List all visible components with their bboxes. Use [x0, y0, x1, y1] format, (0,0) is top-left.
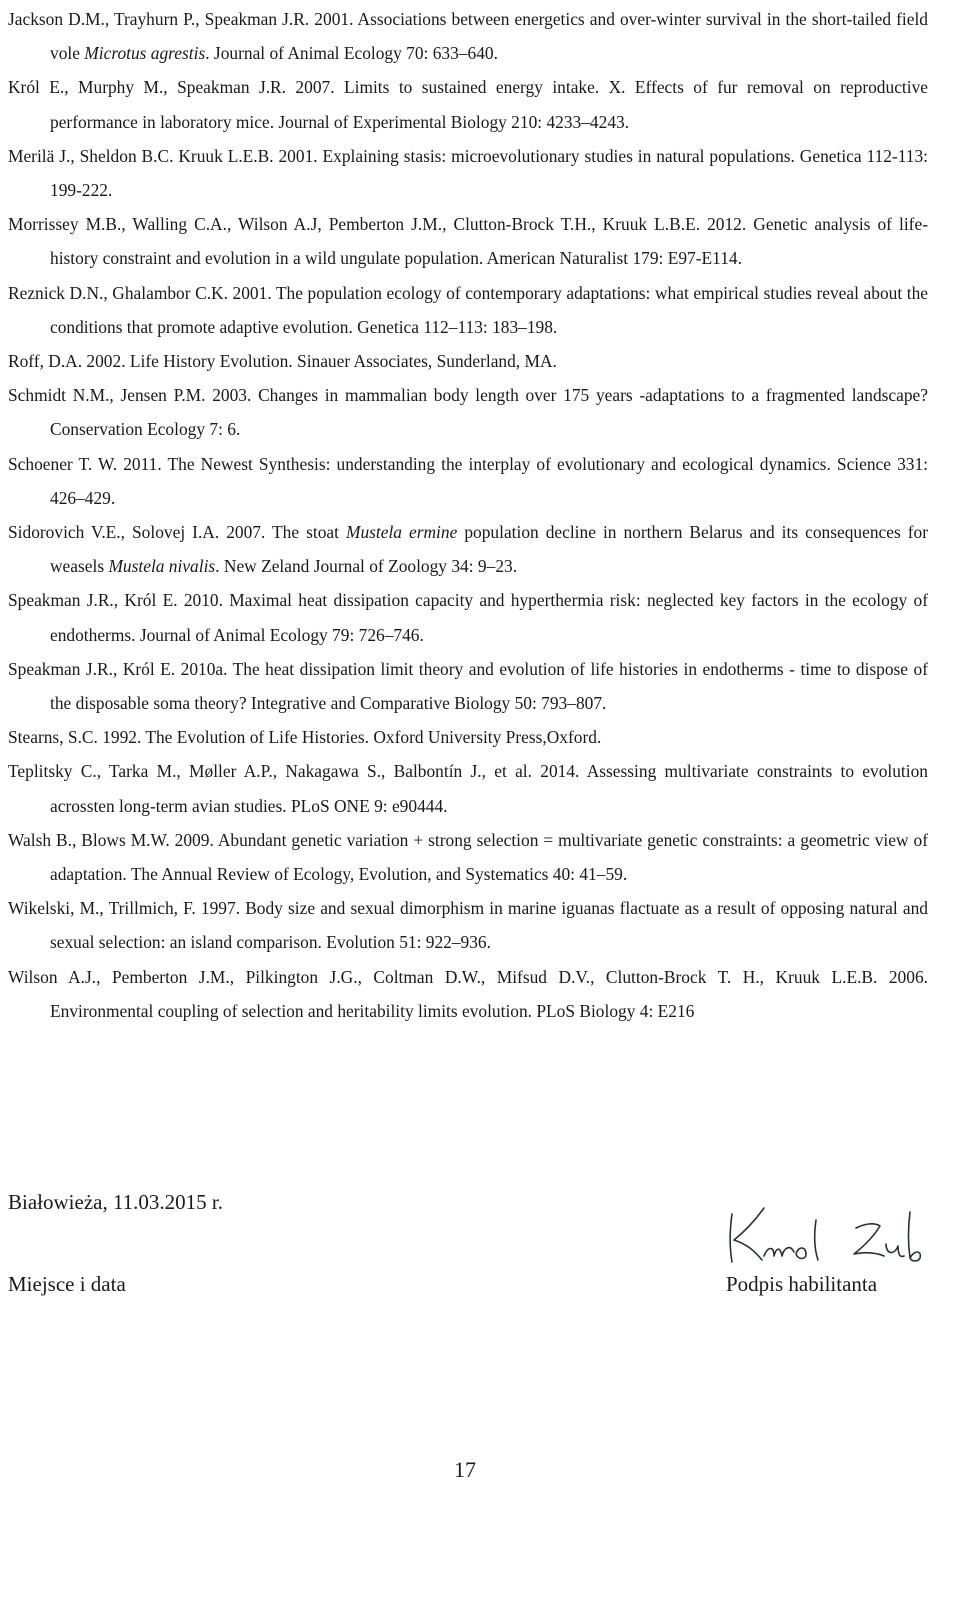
reference-text: population decline in northern Belarus and its consequences for weasels — [50, 522, 929, 577]
signature-caption: Podpis habilitanta — [726, 1272, 878, 1296]
handwritten-signature — [724, 1198, 924, 1270]
place-and-date-caption: Miejsce i data — [8, 1272, 126, 1296]
reference-text: Sidorovich V.E., Solovej I.A. 2007. The stoat — [8, 522, 346, 543]
reference-entry — [8, 70, 928, 138]
reference-text: Speakman J.R., Król E. 2010a. The heat dissipation limit theory and evolution of life histories in endotherms - time to dispose of the disposable soma theory? Integrative and Comparative Biology 50: 793–807. — [8, 658, 928, 714]
reference-list — [8, 2, 928, 1028]
reference-entry — [8, 652, 928, 720]
reference-text: Stearns, S.C. 1992. The Evolution of Life Histories. Oxford University Press,Oxford. — [8, 727, 602, 748]
reference-text: Teplitsky C., Tarka M., Møller A.P., Nakagawa S., Balbontín J., et al. 2014. Assessing multivariate constraints to evolution acrossten long-term avian studies. PLoS ONE 9: e90444. — [8, 761, 928, 816]
reference-text: Speakman J.R., Król E. 2010. Maximal heat dissipation capacity and hyperthermia risk: neglected key factors in the ecology of endotherms. Journal of Animal Ecology 79: 726–746. — [8, 590, 928, 645]
reference-text: Roff, D.A. 2002. Life History Evolution. Sinauer Associates, Sunderland, MA. — [8, 351, 557, 372]
reference-entry — [8, 139, 928, 207]
reference-entry — [8, 720, 928, 754]
reference-text: Reznick D.N., Ghalambor C.K. 2001. The population ecology of contemporary adaptations: what empirical studies reveal about the conditions that promote adaptive evolution. Genetica 112–113: 183–198. — [8, 282, 928, 337]
reference-entry — [8, 276, 928, 344]
reference-text: Schmidt N.M., Jensen P.M. 2003. Changes in mammalian body length over 175 years -adaptations to a fragmented landscape? Conservation Ecology 7: 6. — [8, 385, 928, 440]
reference-entry — [8, 823, 928, 891]
reference-entry — [8, 515, 928, 583]
reference-text: Schoener T. W. 2011. The Newest Synthesis: understanding the interplay of evolutionary and ecological dynamics. Science 331: 426–429. — [8, 453, 928, 508]
reference-text: Wikelski, M., Trillmich, F. 1997. Body size and sexual dimorphism in marine iguanas flactuate as a result of opposing natural and sexual selection: an island comparison. Evolution 51: 922–936. — [8, 898, 928, 953]
reference-text: Morrissey M.B., Walling C.A., Wilson A.J, Pemberton J.M., Clutton-Brock T.H., Kruuk L.B.E. 2012. Genetic analysis of life-history constraint and evolution in a wild ungulate population. American Naturalist 179: E97-E114. — [8, 214, 928, 269]
reference-entry — [8, 447, 928, 515]
reference-entry — [8, 344, 928, 378]
page-number: 17 — [454, 1457, 476, 1482]
reference-text: Merilä J., Sheldon B.C. Kruuk L.E.B. 2001. Explaining stasis: microevolutionary studies in natural populations. Genetica 112-113: 199-222. — [8, 145, 928, 201]
reference-text: . New Zeland Journal of Zoology 34: 9–23. — [215, 556, 518, 577]
reference-entry — [8, 960, 928, 1028]
reference-italic-text: Mustela ermine — [345, 522, 458, 543]
reference-entry — [8, 583, 928, 651]
reference-italic-text: Mustela nivalis — [108, 556, 216, 577]
reference-text: Walsh B., Blows M.W. 2009. Abundant genetic variation + strong selection = multivariate genetic constraints: a geometric view of adaptation. The Annual Review of Ecology, Evolution, and Systematics 40: 41–59. — [8, 829, 928, 885]
reference-text: Król E., Murphy M., Speakman J.R. 2007. Limits to sustained energy intake. X. Effects of fur removal on reproductive performance in laboratory mice. Journal of Experimental Biology 210: 4233–4243. — [8, 77, 928, 132]
reference-entry — [8, 378, 928, 446]
reference-entry — [8, 754, 928, 822]
reference-italic-text: Microtus agrestis — [84, 43, 206, 64]
place-and-date: Białowieża, 11.03.2015 r. — [8, 1190, 224, 1214]
reference-text: . Journal of Animal Ecology 70: 633–640. — [205, 43, 498, 64]
reference-entry — [8, 891, 928, 959]
reference-entry — [8, 207, 928, 275]
reference-text: Jackson D.M., Trayhurn P., Speakman J.R. 2001. Associations between energetics and over-winter survival in the short-tailed field vole — [8, 9, 928, 64]
reference-entry — [8, 2, 928, 70]
reference-text: Wilson A.J., Pemberton J.M., Pilkington J.G., Coltman D.W., Mifsud D.V., Clutton-Brock T. H., Kruuk L.E.B. 2006. Environmental coupling of selection and heritability limits evolution. PLoS Biology 4: E216 — [8, 966, 928, 1021]
